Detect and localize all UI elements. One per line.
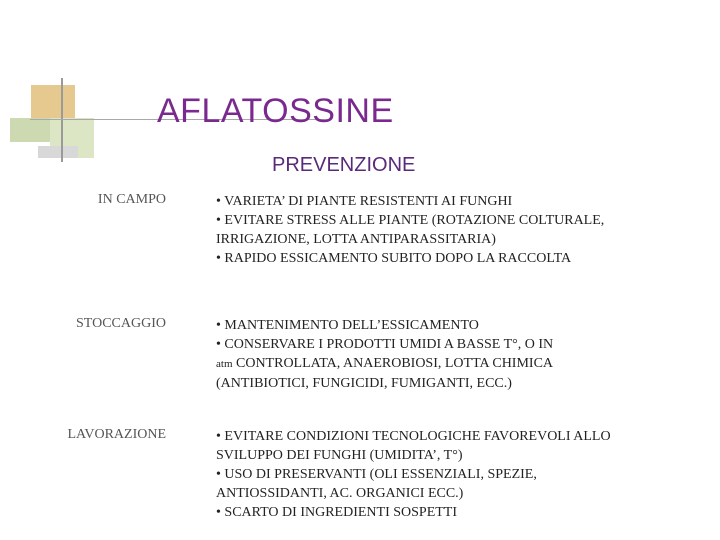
slide-title: AFLATOSSINE	[157, 92, 394, 130]
section-content-lavorazione	[216, 427, 636, 522]
atm-abbreviation: atm	[216, 358, 233, 370]
bullet-line: • EVITARE STRESS ALLE PIANTE (ROTAZIONE COLTURALE, IRRIGAZIONE, LOTTA ANTIPARASSITARIA)	[216, 213, 605, 247]
bullet-line: • EVITARE CONDIZIONI TECNOLOGICHE FAVOREVOLI ALLO SVILUPPO DEI FUNGHI (UMIDITA’, T°)	[216, 429, 611, 463]
section-label-lavorazione: LAVORAZIONE	[67, 427, 166, 442]
bullet-line: • SCARTO DI INGREDIENTI SOSPETTI	[216, 505, 458, 520]
bullet-line-text: CONTROLLATA, ANAEROBIOSI, LOTTA CHIMICA (ANTIBIOTICI, FUNGICIDI, FUMIGANTI, ECC.)	[216, 356, 553, 391]
section-label-stoccaggio: STOCCAGGIO	[76, 316, 166, 331]
bullet-line-continued	[216, 354, 636, 393]
decorative-square-grey	[38, 146, 78, 158]
bullet-line: • CONSERVARE I PRODOTTI UMIDI A BASSE T°, O IN	[216, 337, 554, 352]
bullet-line: • MANTENIMENTO DELL’ESSICAMENTO	[216, 318, 479, 333]
section-content-in-campo	[216, 192, 636, 268]
bullet-line: • VARIETA’ DI PIANTE RESISTENTI AI FUNGHI	[216, 194, 513, 209]
bullet-line: • RAPIDO ESSICAMENTO SUBITO DOPO LA RACCOLTA	[216, 251, 572, 266]
decorative-vertical-line	[61, 78, 63, 162]
section-content-stoccaggio	[216, 316, 636, 393]
section-label-in-campo: IN CAMPO	[97, 192, 166, 207]
bullet-line: • USO DI PRESERVANTI (OLI ESSENZIALI, SPEZIE, ANTIOSSIDANTI, AC. ORGANICI ECC.)	[216, 467, 537, 501]
slide-subtitle: PREVENZIONE	[272, 154, 416, 176]
